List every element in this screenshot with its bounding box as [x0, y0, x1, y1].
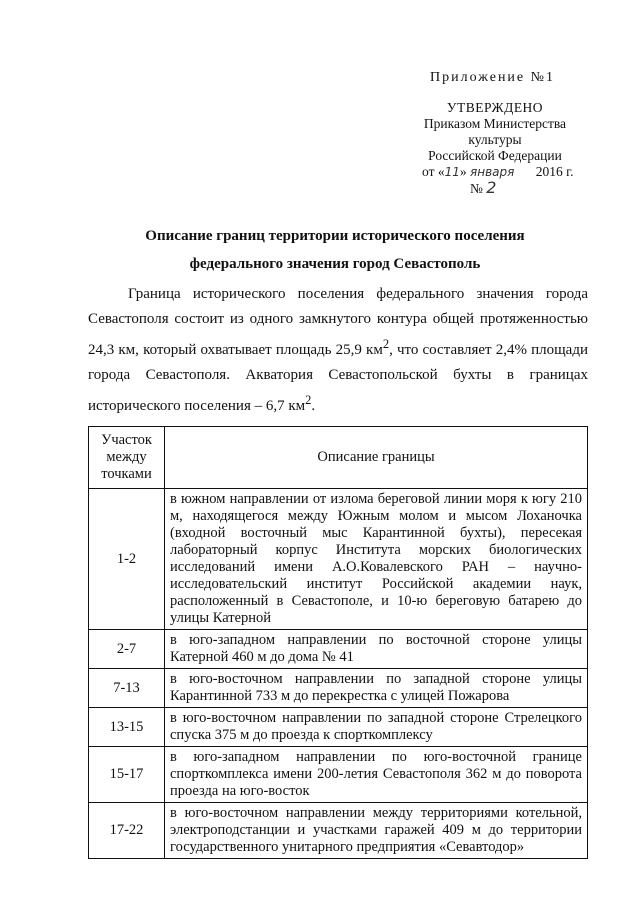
- row-points: 7-13: [89, 669, 165, 708]
- date-mid: »: [459, 164, 471, 179]
- intro-text-1: Граница исторического поселения федерального значения города Севастополя состоит из одного замкнутого контура общей протяженностью 24,3 км, который охватывает площадь 25,9 км: [88, 286, 588, 358]
- number-prefix: №: [470, 181, 483, 196]
- row-points: 17-22: [89, 803, 165, 859]
- table-header-row: [89, 427, 588, 489]
- row-description: в юго-западном направлении по юго-восточной границе спорткомплекса имени 200-летия Севастополя 362 м до поворота проезда на юго-восток: [165, 747, 588, 803]
- table-row: [89, 747, 588, 803]
- approval-line-ministry: Приказом Министерства культуры: [423, 116, 567, 147]
- row-points: 1-2: [89, 489, 165, 630]
- row-description: в юго-западном направлении по восточной стороне улицы Катерной 460 м до дома № 41: [165, 630, 588, 669]
- table-row: [89, 489, 588, 630]
- intro-sup-2: 2: [305, 393, 312, 407]
- approval-block: [400, 100, 590, 197]
- table-row: [89, 669, 588, 708]
- header-description: Описание границы: [165, 427, 588, 489]
- approval-line-federation: Российской Федерации: [428, 148, 562, 163]
- heading-line-2: федерального значения город Севастополь: [189, 256, 481, 272]
- date-month-handwritten: января: [470, 165, 515, 179]
- border-table: [88, 426, 588, 859]
- row-description: в юго-восточном направлении между территориями котельной, электроподстанции и участками гаражей 409 м до территории государственного унитарного предприятия «Севавтодор»: [165, 803, 588, 859]
- table-row: [89, 630, 588, 669]
- row-description: в юго-восточном направлении по западной стороне улицы Карантинной 733 м до перекрестка с улицей Пожарова: [165, 669, 588, 708]
- intro-paragraph: [88, 282, 588, 419]
- document-heading: [120, 222, 550, 278]
- table-row: [89, 803, 588, 859]
- row-description: в юго-восточном направлении по западной стороне Стрелецкого спуска 375 м до проезда к спорткомплексу: [165, 708, 588, 747]
- row-description: в южном направлении от излома береговой линии моря к югу 210 м, находящегося между Южным молом и мысом Лоханочка (входной восточный мыс Карантинной бухты), пересекая лабораторный корпус Института морских биологических исследований имени А.О.Ковалевского РАН – научно-исследовательский институт Российской академии наук, расположенный в Севастополе, и 10-ю береговую батарею до улицы Катерной: [165, 489, 588, 630]
- date-day-handwritten: 11: [444, 165, 460, 179]
- intro-text-2: , что составляет 2,4% площади города Севастополя. Акватория Севастопольской бухты в границах исторического поселения – 6,7 км: [88, 342, 588, 414]
- approval-number: [400, 180, 590, 197]
- approval-title: УТВЕРЖДЕНО: [446, 100, 544, 115]
- intro-sup-1: 2: [382, 337, 390, 351]
- number-handwritten: 2: [486, 178, 497, 197]
- table-row: [89, 708, 588, 747]
- row-points: 13-15: [89, 708, 165, 747]
- date-prefix: от «: [422, 164, 445, 179]
- row-points: 2-7: [89, 630, 165, 669]
- row-points: 15-17: [89, 747, 165, 803]
- date-year: 2016 г.: [535, 164, 574, 179]
- appendix-label: Приложение №1: [430, 70, 555, 85]
- header-points: Участок между точками: [89, 427, 165, 489]
- intro-text-3: .: [311, 398, 316, 414]
- heading-line-1: Описание границ территории исторического поселения: [145, 228, 525, 244]
